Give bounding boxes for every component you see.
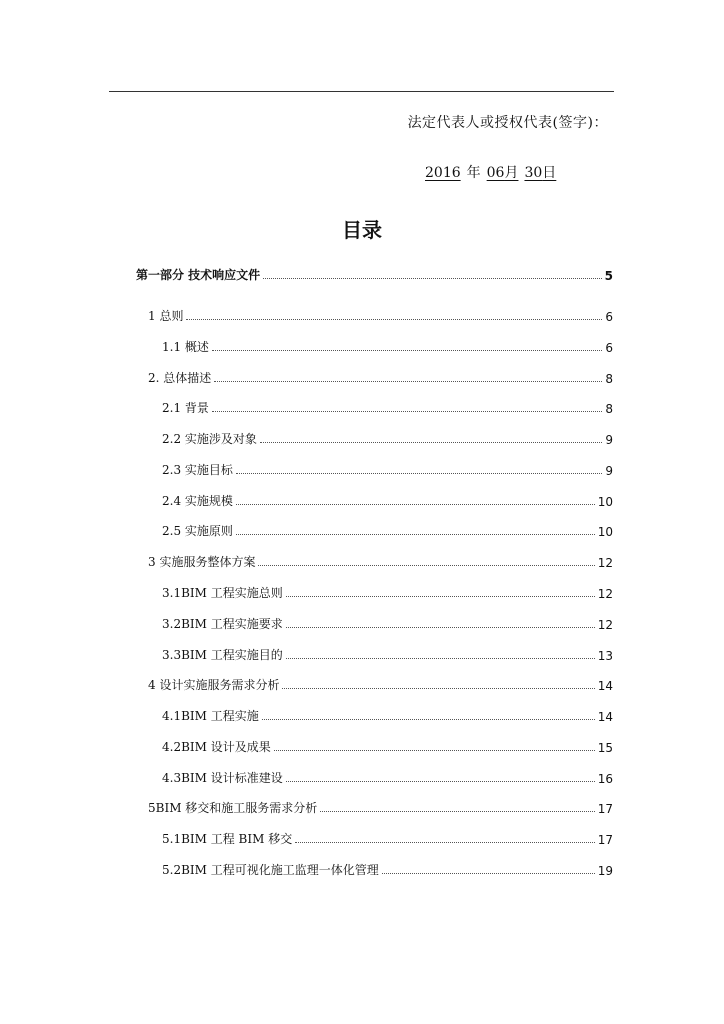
toc-entry-page: 8	[605, 372, 613, 386]
toc-leader	[258, 565, 594, 566]
toc-entry-page: 13	[597, 649, 613, 663]
toc-entry[interactable]	[162, 706, 613, 724]
toc-leader	[382, 873, 595, 874]
toc-entry-label: 4.2BIM 设计及成果	[162, 740, 271, 754]
toc-entry-label: 2.3 实施目标	[162, 463, 233, 477]
toc-entry[interactable]	[162, 460, 613, 478]
toc-entry[interactable]	[162, 491, 613, 509]
toc-leader	[295, 842, 594, 843]
toc-entry-label: 1 总则	[148, 309, 184, 323]
toc-entry[interactable]	[162, 768, 613, 786]
toc-entry-label: 3 实施服务整体方案	[148, 555, 256, 569]
toc-entry-label: 2.4 实施规模	[162, 494, 233, 508]
toc-leader	[286, 627, 595, 628]
toc-entry[interactable]	[162, 429, 613, 447]
toc-entry-page: 16	[597, 772, 613, 786]
toc-entry-label: 5.2BIM 工程可视化施工监理一体化管理	[162, 863, 379, 877]
toc-leader	[263, 278, 601, 279]
toc-leader	[186, 319, 602, 320]
toc-entry[interactable]	[162, 337, 613, 355]
toc-entry[interactable]	[162, 521, 613, 539]
toc-leader	[286, 658, 595, 659]
toc-entry-page: 19	[597, 864, 613, 878]
toc-entry-page: 5	[604, 269, 613, 283]
toc-entry-page: 14	[597, 679, 613, 693]
date-year: 2016	[425, 165, 461, 181]
toc-leader	[212, 350, 602, 351]
toc-entry-label: 3.3BIM 工程实施目的	[162, 648, 283, 662]
toc-entry-page: 9	[605, 464, 613, 478]
toc-leader	[274, 750, 595, 751]
toc-entry-label: 4.3BIM 设计标准建设	[162, 771, 283, 785]
toc-entry-page: 15	[597, 741, 613, 755]
toc-entry[interactable]	[162, 829, 613, 847]
toc-entry-page: 9	[605, 433, 613, 447]
toc-entry-page: 8	[605, 402, 613, 416]
toc-leader	[212, 411, 602, 412]
toc-leader	[286, 596, 595, 597]
date-year-unit: 年	[466, 165, 481, 181]
toc-entry[interactable]	[162, 398, 613, 416]
toc-entry[interactable]	[136, 265, 613, 283]
toc-title: 目录	[342, 218, 382, 242]
toc-entry-page: 10	[597, 525, 613, 539]
toc-entry[interactable]	[148, 798, 613, 816]
toc-entry-label: 第一部分 技术响应文件	[136, 268, 261, 282]
toc-entry-label: 5.1BIM 工程 BIM 移交	[162, 832, 293, 846]
toc-entry-label: 4 设计实施服务需求分析	[148, 678, 280, 692]
date-month: 06	[486, 165, 505, 181]
toc-entry-page: 10	[597, 495, 613, 509]
toc-entry-label: 2.1 背景	[162, 401, 209, 415]
toc-entry[interactable]	[162, 583, 613, 601]
toc-entry[interactable]	[162, 645, 613, 663]
toc-entry-label: 1.1 概述	[162, 340, 209, 354]
toc-leader	[262, 719, 595, 720]
toc-leader	[236, 504, 595, 505]
toc-leader	[282, 688, 594, 689]
toc-entry-page: 12	[597, 618, 613, 632]
toc-entry[interactable]	[148, 368, 613, 386]
toc-entry[interactable]	[148, 675, 613, 693]
toc-entry-label: 2.2 实施涉及对象	[162, 432, 257, 446]
toc-entry[interactable]	[162, 737, 613, 755]
toc-entry-page: 17	[597, 802, 613, 816]
toc-entry[interactable]	[148, 552, 613, 570]
toc-entry-page: 14	[597, 710, 613, 724]
toc-entry-label: 2.5 实施原则	[162, 524, 233, 538]
date-month-unit: 月	[504, 165, 519, 181]
toc-leader	[236, 473, 602, 474]
toc-entry[interactable]	[162, 614, 613, 632]
date-day: 30	[524, 165, 543, 181]
toc-leader	[260, 442, 602, 443]
signature-label: 法定代表人或授权代表(签字)：	[407, 115, 608, 131]
toc-entry-label: 4.1BIM 工程实施	[162, 709, 259, 723]
toc-leader	[320, 811, 594, 812]
toc-entry-label: 2. 总体描述	[148, 371, 212, 385]
toc-leader	[236, 534, 595, 535]
toc-entry-page: 12	[597, 556, 613, 570]
toc-entry-label: 3.2BIM 工程实施要求	[162, 617, 283, 631]
toc-entry-page: 17	[597, 833, 613, 847]
signature-date	[425, 162, 556, 182]
toc-entry-page: 12	[597, 587, 613, 601]
toc-entry-label: 3.1BIM 工程实施总则	[162, 586, 283, 600]
toc-leader	[286, 781, 595, 782]
toc-entry-page: 6	[605, 341, 613, 355]
toc-entry-label: 5BIM 移交和施工服务需求分析	[148, 801, 318, 815]
toc-leader	[214, 381, 602, 382]
toc-entry[interactable]	[162, 860, 613, 878]
toc-entry-page: 6	[605, 310, 613, 324]
date-day-unit: 日	[542, 165, 557, 181]
toc-entry[interactable]	[148, 306, 613, 324]
header-rule	[109, 91, 614, 92]
